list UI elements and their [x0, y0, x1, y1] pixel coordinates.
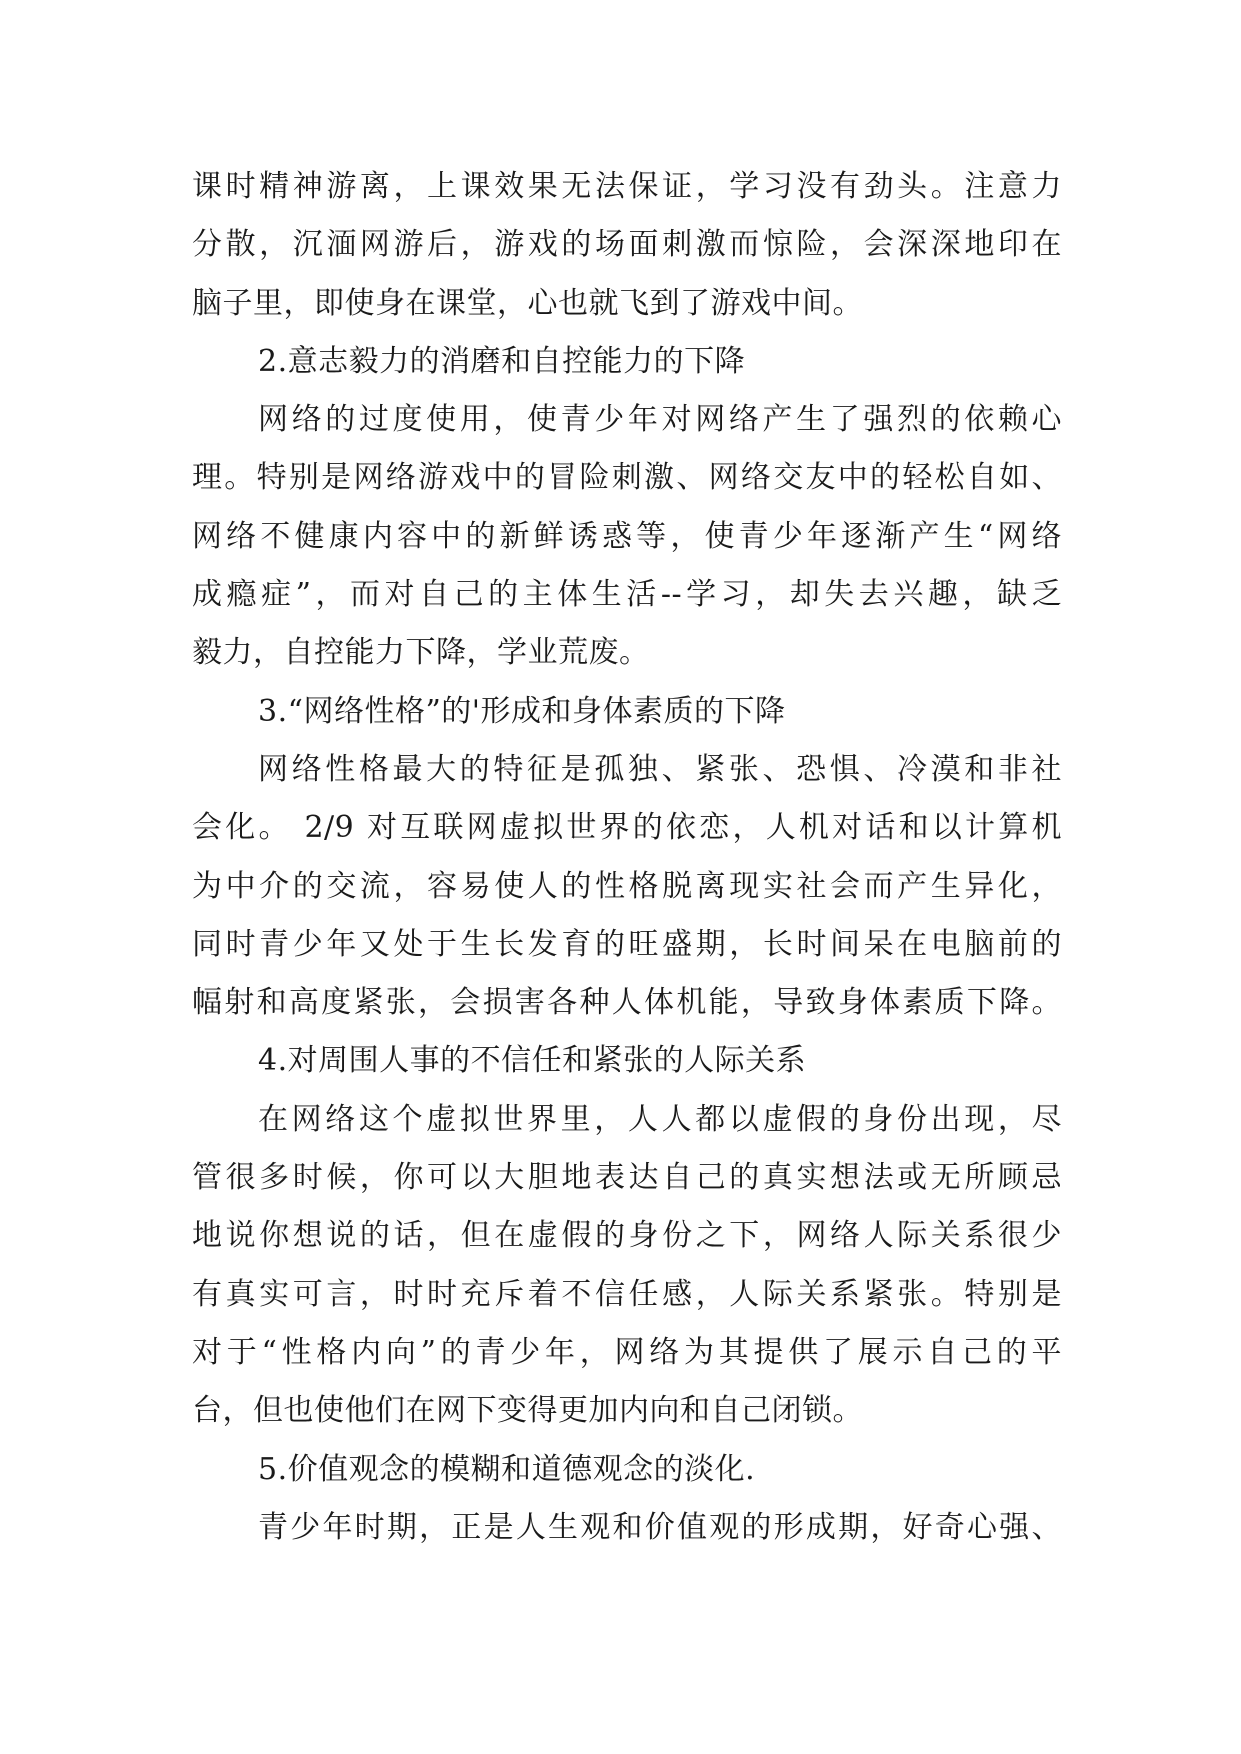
text-line: 脑子里，即使身在课堂，心也就飞到了游戏中间。 [192, 285, 863, 321]
text-line: 地说你想说的话，但在虚假的身份之下，网络人际关系很少 [192, 1218, 1062, 1254]
text-line: 5.价值观念的模糊和道德观念的淡化. [258, 1451, 756, 1487]
text-line: 2.意志毅力的消磨和自控能力的下降 [258, 343, 746, 379]
text-line: 幅射和高度紧张，会损害各种人体机能，导致身体素质下降。 [192, 985, 1062, 1021]
text-line: 有真实可言，时时充斥着不信任感，人际关系紧张。特别是 [192, 1276, 1062, 1312]
text-line: 网络不健康内容中的新鲜诱惑等，使青少年逐渐产生“网络 [192, 518, 1062, 554]
text-line: 分散，沉湎网游后，游戏的场面刺激而惊险，会深深地印在 [192, 227, 1062, 263]
text-line: 成瘾症”，而对自己的主体生活--学习，却失去兴趣，缺乏 [192, 577, 1062, 613]
text-line: 会化。 2/9 对互联网虚拟世界的依恋，人机对话和以计算机 [192, 810, 1062, 846]
text-line: 毅力，自控能力下降，学业荒废。 [192, 635, 650, 671]
text-line: 对于“性格内向”的青少年，网络为其提供了展示自己的平 [192, 1334, 1062, 1370]
text-line: 4.对周围人事的不信任和紧张的人际关系 [258, 1043, 807, 1079]
text-line: 网络的过度使用，使青少年对网络产生了强烈的依赖心 [258, 402, 1062, 438]
text-line: 管很多时候，你可以大胆地表达自己的真实想法或无所顾忌 [192, 1160, 1062, 1196]
text-line: 3.“网络性格”的'形成和身体素质的下降 [258, 693, 786, 729]
text-line: 理。特别是网络游戏中的冒险刺激、网络交友中的轻松自如、 [192, 460, 1062, 496]
text-line: 在网络这个虚拟世界里，人人都以虚假的身份出现，尽 [258, 1101, 1062, 1137]
text-line: 课时精神游离，上课效果无法保证，学习没有劲头。注意力 [192, 169, 1062, 204]
text-line: 台，但也使他们在网下变得更加内向和自己闭锁。 [192, 1393, 863, 1429]
text-line: 网络性格最大的特征是孤独、紧张、恐惧、冷漠和非社 [258, 751, 1062, 787]
text-line: 青少年时期，正是人生观和价值观的形成期，好奇心强、 [258, 1509, 1062, 1545]
document-body [192, 158, 1062, 1557]
text-line: 为中介的交流，容易使人的性格脱离现实社会而产生异化， [192, 868, 1062, 904]
text-line: 同时青少年又处于生长发育的旺盛期，长时间呆在电脑前的 [192, 926, 1062, 962]
